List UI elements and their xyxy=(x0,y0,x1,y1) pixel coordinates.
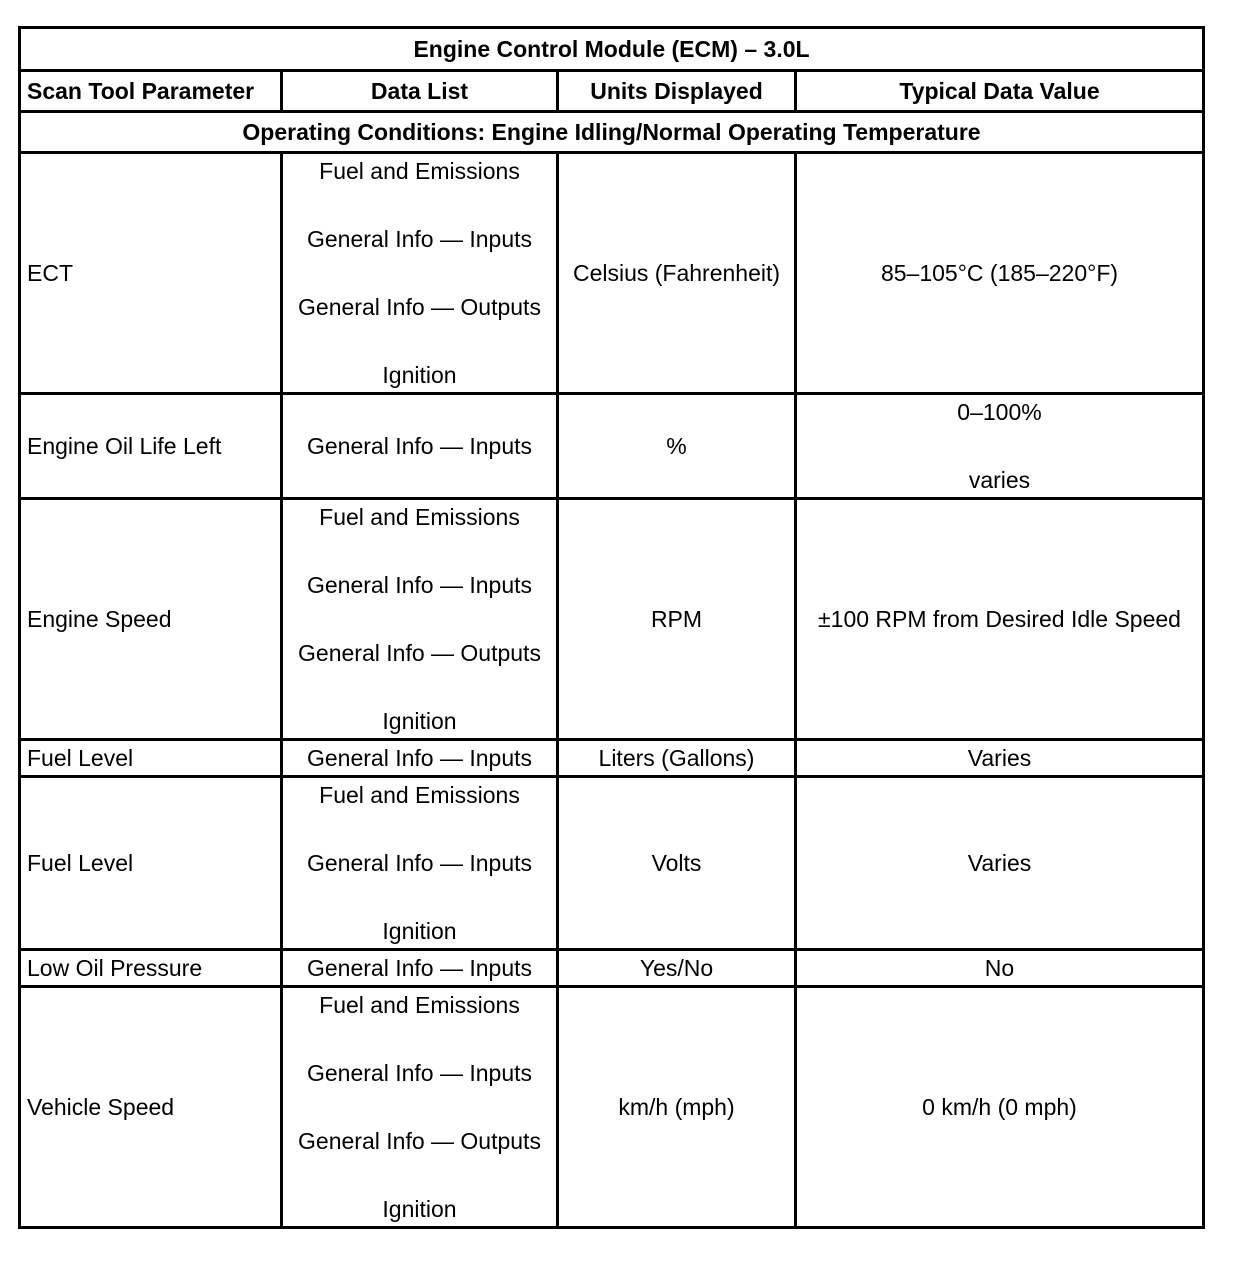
typical-value-line: Varies xyxy=(967,745,1032,771)
title-row xyxy=(20,28,1204,71)
scan-tool-parameter-cell: Fuel Level xyxy=(20,740,282,777)
data-list-cell xyxy=(282,394,558,499)
scan-tool-parameter-cell: Vehicle Speed xyxy=(20,987,282,1228)
typical-data-value-cell xyxy=(796,153,1204,394)
line-spacer xyxy=(289,256,550,290)
table-row xyxy=(20,499,1204,740)
header-data-list: Data List xyxy=(282,71,558,112)
data-list-cell xyxy=(282,153,558,394)
typical-value-line: Varies xyxy=(967,850,1032,876)
units-displayed-cell: RPM xyxy=(558,499,796,740)
line-spacer xyxy=(289,602,550,636)
header-typical-data-value: Typical Data Value xyxy=(796,71,1204,112)
units-displayed-cell: % xyxy=(558,394,796,499)
typical-data-value-cell xyxy=(796,394,1204,499)
line-spacer xyxy=(289,188,550,222)
scan-tool-parameter-cell: ECT xyxy=(20,153,282,394)
data-list-entry: General Info — Inputs xyxy=(306,850,532,876)
line-spacer xyxy=(289,812,550,846)
units-displayed-cell: Yes/No xyxy=(558,950,796,987)
line-spacer xyxy=(289,534,550,568)
data-list-cell xyxy=(282,740,558,777)
typical-data-value-cell xyxy=(796,499,1204,740)
data-list-entry: General Info — Inputs xyxy=(306,745,532,771)
table-row xyxy=(20,950,1204,987)
units-displayed-cell: km/h (mph) xyxy=(558,987,796,1228)
typical-data-value-cell xyxy=(796,950,1204,987)
table-title: Engine Control Module (ECM) – 3.0L xyxy=(20,28,1204,71)
operating-conditions: Operating Conditions: Engine Idling/Normal Operating Temperature xyxy=(20,112,1204,153)
data-list-entry: Ignition xyxy=(382,708,457,734)
typical-value-line: 85–105°C (185–220°F) xyxy=(880,260,1119,286)
units-displayed-cell: Celsius (Fahrenheit) xyxy=(558,153,796,394)
typical-data-value-cell xyxy=(796,777,1204,950)
data-list-entry: General Info — Inputs xyxy=(306,433,532,459)
data-list-entry: General Info — Outputs xyxy=(298,1128,541,1154)
data-list-entry: Ignition xyxy=(382,918,457,944)
data-list-entry: General Info — Inputs xyxy=(306,572,532,598)
units-displayed-cell: Volts xyxy=(558,777,796,950)
conditions-row xyxy=(20,112,1204,153)
ecm-data-sheet xyxy=(18,26,1202,1229)
data-list-entry: General Info — Outputs xyxy=(298,640,541,666)
typical-value-line: 0 km/h (0 mph) xyxy=(922,1094,1077,1120)
line-spacer xyxy=(289,670,550,704)
table-body xyxy=(20,28,1204,1228)
data-list-entry: Fuel and Emissions xyxy=(319,992,520,1018)
typical-value-line: 0–100% xyxy=(957,399,1042,425)
scan-tool-parameter-cell: Engine Oil Life Left xyxy=(20,394,282,499)
line-spacer xyxy=(289,1022,550,1056)
data-list-entry: Fuel and Emissions xyxy=(319,782,520,808)
data-list-cell xyxy=(282,950,558,987)
header-scan-tool-parameter: Scan Tool Parameter xyxy=(20,71,282,112)
typical-value-line: ±100 RPM from Desired Idle Speed xyxy=(818,606,1181,632)
data-list-cell xyxy=(282,987,558,1228)
line-spacer xyxy=(289,1158,550,1192)
data-list-entry: Ignition xyxy=(382,1196,457,1222)
line-spacer xyxy=(289,324,550,358)
ecm-parameter-table xyxy=(18,26,1205,1229)
typical-data-value-cell xyxy=(796,740,1204,777)
header-units-displayed: Units Displayed xyxy=(558,71,796,112)
data-list-entry: Fuel and Emissions xyxy=(319,158,520,184)
line-spacer xyxy=(289,880,550,914)
table-row xyxy=(20,153,1204,394)
scan-tool-parameter-cell: Engine Speed xyxy=(20,499,282,740)
data-list-entry: General Info — Inputs xyxy=(306,955,532,981)
scan-tool-parameter-cell: Fuel Level xyxy=(20,777,282,950)
line-spacer xyxy=(803,429,1196,463)
units-displayed-cell: Liters (Gallons) xyxy=(558,740,796,777)
data-list-cell xyxy=(282,777,558,950)
table-row xyxy=(20,740,1204,777)
typical-value-line: varies xyxy=(968,467,1031,493)
table-row xyxy=(20,394,1204,499)
data-list-entry: General Info — Outputs xyxy=(298,294,541,320)
data-list-cell xyxy=(282,499,558,740)
typical-data-value-cell xyxy=(796,987,1204,1228)
line-spacer xyxy=(289,1090,550,1124)
header-row xyxy=(20,71,1204,112)
typical-value-line: No xyxy=(984,955,1015,981)
table-row xyxy=(20,987,1204,1228)
data-list-entry: Fuel and Emissions xyxy=(319,504,520,530)
data-list-entry: General Info — Inputs xyxy=(306,1060,532,1086)
data-list-entry: General Info — Inputs xyxy=(306,226,532,252)
table-row xyxy=(20,777,1204,950)
data-list-entry: Ignition xyxy=(382,362,457,388)
scan-tool-parameter-cell: Low Oil Pressure xyxy=(20,950,282,987)
